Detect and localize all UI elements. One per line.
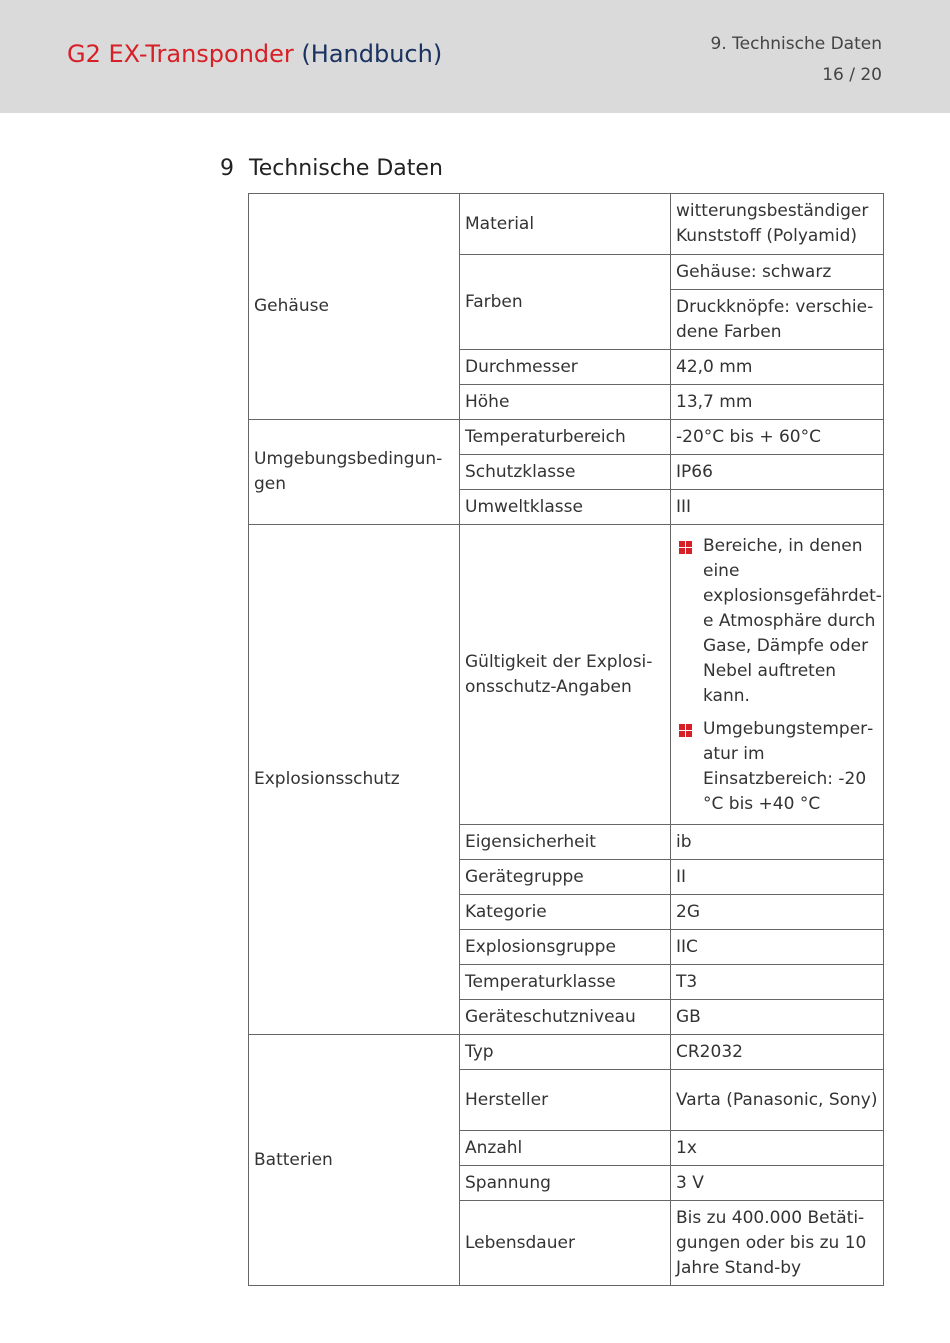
label-schutzklasse: Schutzklasse [460,455,671,490]
bullet-text-bereiche: Bereiche, in denen eine explosionsgefährdete Atmosphäre durch Gase, Dämpfe oder Nebel auftreten kann. [703,535,882,706]
label-typ: Typ [460,1035,671,1070]
document-title-main: G2 EX-Transponder [67,40,294,68]
table-row [249,420,884,455]
label-temperaturklasse: Temperaturklasse [460,965,671,1000]
label-material: Material [460,194,671,255]
red-square-bullet-icon [679,724,692,737]
section-heading [220,156,443,181]
label-anzahl: Anzahl [460,1131,671,1166]
label-geraeteschutzniveau: Geräteschutzniveau [460,1000,671,1035]
value-umweltklasse: III [671,490,884,525]
group-umgebung: Umgebungsbedingungen [249,420,460,525]
value-eigensicherheit: ib [671,825,884,860]
header-meta [711,29,882,91]
label-farben: Farben [460,255,671,350]
page-header [0,0,950,113]
label-lebensdauer: Lebensdauer [460,1201,671,1286]
label-gueltigkeit: Gültigkeit der Explosionsschutz-Angaben [460,525,671,825]
value-farben-druckknoepfe: Druckknöpfe: verschiedene Farben [671,290,884,350]
bullet-text-umgebungstemperatur: Umgebungstemperatur im Einsatzbereich: -20 °C bis +40 °C [703,718,874,814]
value-typ: CR2032 [671,1035,884,1070]
value-geraetegruppe: II [671,860,884,895]
table-row [249,194,884,255]
value-durchmesser: 42,0 mm [671,350,884,385]
label-durchmesser: Durchmesser [460,350,671,385]
label-kategorie: Kategorie [460,895,671,930]
group-batterien: Batterien [249,1035,460,1286]
label-eigensicherheit: Eigensicherheit [460,825,671,860]
value-hoehe: 13,7 mm [671,385,884,420]
value-farben-gehaeuse: Gehäuse: schwarz [671,255,884,290]
value-lebensdauer: Bis zu 400.000 Betätigungen oder bis zu 10 Jahre Stand-by [671,1201,884,1286]
spec-table [248,193,884,1286]
section-number: 9 [220,156,234,181]
value-explosionsgruppe: IIC [671,930,884,965]
table-row [249,1035,884,1070]
value-spannung: 3 V [671,1166,884,1201]
label-hoehe: Höhe [460,385,671,420]
header-section-name: 9. Technische Daten [710,34,882,54]
label-explosionsgruppe: Explosionsgruppe [460,930,671,965]
value-temperaturbereich: -20°C bis + 60°C [671,420,884,455]
group-explosionsschutz: Explosionsschutz [249,525,460,1035]
group-gehaeuse: Gehäuse [249,194,460,420]
value-gueltigkeit [671,525,884,825]
value-material: witterungsbeständiger Kunststoff (Polyamid) [671,194,884,255]
value-hersteller: Varta (Panasonic, Sony) [671,1070,884,1131]
gueltigkeit-list [676,534,882,817]
value-geraeteschutzniveau: GB [671,1000,884,1035]
label-hersteller: Hersteller [460,1070,671,1131]
label-geraetegruppe: Gerätegruppe [460,860,671,895]
document-title [67,40,442,68]
page-number: 16 / 20 [822,65,882,85]
value-temperaturklasse: T3 [671,965,884,1000]
list-item [676,717,878,817]
value-kategorie: 2G [671,895,884,930]
label-temperaturbereich: Temperaturbereich [460,420,671,455]
section-title: Technische Daten [249,156,443,181]
document-title-sub: (Handbuch) [301,40,443,68]
red-square-bullet-icon [679,541,692,554]
value-schutzklasse: IP66 [671,455,884,490]
table-row [249,525,884,825]
label-spannung: Spannung [460,1166,671,1201]
value-anzahl: 1x [671,1131,884,1166]
label-umweltklasse: Umweltklasse [460,490,671,525]
list-item [676,534,882,709]
